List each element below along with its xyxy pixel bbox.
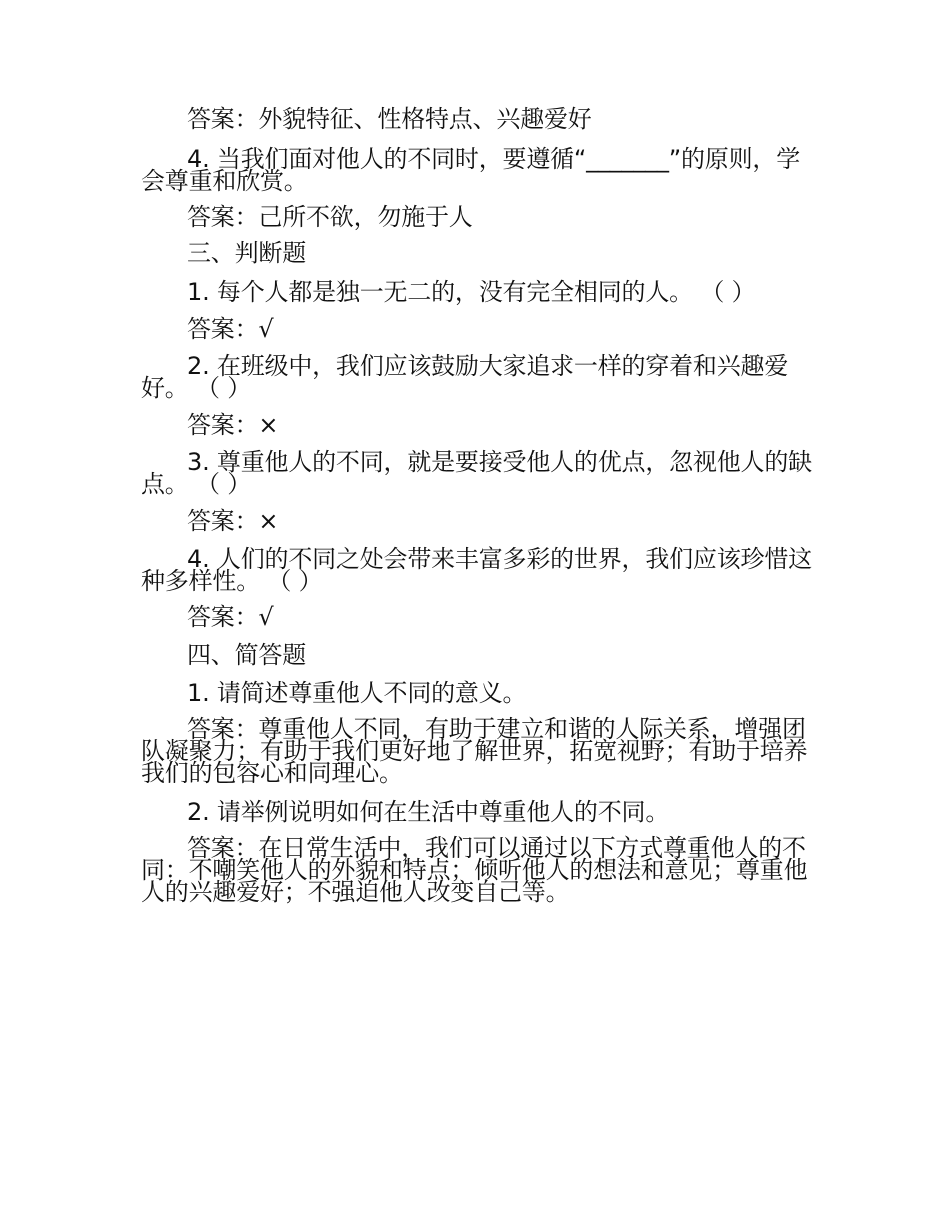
short-answer-question-1: 1. 请简述尊重他人不同的意义。 — [187, 679, 527, 707]
fill-blank-question-4: 4. 当我们面对他人的不同时，要遵循“_______”的原则，学会尊重和欣赏。 — [141, 145, 800, 195]
answer-line: 答案：× — [187, 507, 279, 535]
section-heading-true-false: 三、判断题 — [187, 239, 306, 267]
answer-line: 答案：√ — [187, 603, 274, 631]
answer-line: 答案：√ — [187, 315, 274, 343]
answer-line: 答案：× — [187, 411, 279, 439]
true-false-question-4: 4. 人们的不同之处会带来丰富多彩的世界，我们应该珍惜这种多样性。 （ ） — [141, 545, 812, 595]
answer-line: 答案：己所不欲，勿施于人 — [187, 203, 473, 231]
true-false-question-3: 3. 尊重他人的不同，就是要接受他人的优点，忽视他人的缺点。 （ ） — [141, 448, 812, 498]
answer-line: 答案：外貌特征、性格特点、兴趣爱好 — [187, 105, 592, 133]
answer-paragraph: 答案：尊重他人不同，有助于建立和谐的人际关系，增强团队凝聚力；有助于我们更好地了解世界，拓宽视野；有助于培养我们的包容心和同理心。 — [141, 715, 808, 787]
answer-paragraph: 答案：在日常生活中，我们可以通过以下方式尊重他人的不同：不嘲笑他人的外貌和特点；倾听他人的想法和意见；尊重他人的兴趣爱好；不强迫他人改变自己等。 — [141, 834, 808, 906]
short-answer-question-2: 2. 请举例说明如何在生活中尊重他人的不同。 — [187, 798, 670, 826]
true-false-question-2: 2. 在班级中，我们应该鼓励大家追求一样的穿着和兴趣爱好。 （ ） — [141, 352, 789, 402]
true-false-question-1: 1. 每个人都是独一无二的，没有完全相同的人。 （ ） — [187, 278, 756, 306]
section-heading-short-answer: 四、简答题 — [187, 641, 306, 669]
